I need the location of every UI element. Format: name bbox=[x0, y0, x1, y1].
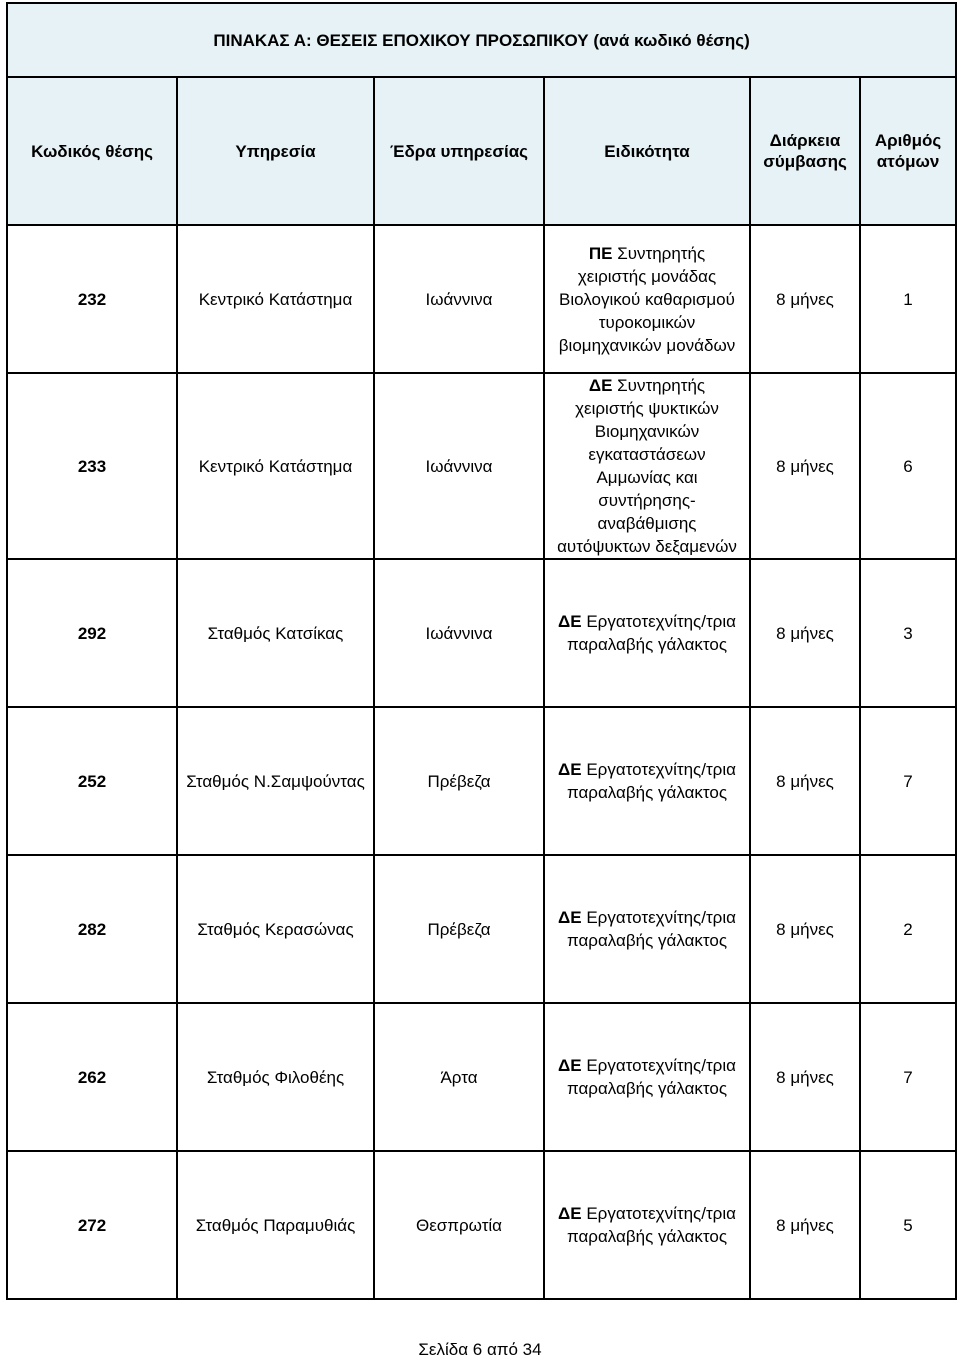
contract-duration: 8 μήνες bbox=[750, 559, 860, 707]
people-count: 1 bbox=[860, 225, 956, 373]
specialty bbox=[544, 707, 750, 855]
specialty-text: Εργατοτεχνίτης/τρια παραλαβής γάλακτος bbox=[566, 908, 736, 950]
grade-label: ΠΕ bbox=[588, 243, 613, 263]
table-row bbox=[7, 1003, 956, 1151]
grade-label: ΔΕ bbox=[558, 612, 582, 631]
people-count: 6 bbox=[860, 373, 956, 559]
people-count: 2 bbox=[860, 855, 956, 1003]
service-name: Σταθμός Φιλοθέης bbox=[177, 1003, 374, 1151]
people-count: 3 bbox=[860, 559, 956, 707]
contract-duration: 8 μήνες bbox=[750, 225, 860, 373]
service-name: Σταθμός Ν.Σαμψούντας bbox=[177, 707, 374, 855]
specialty bbox=[544, 855, 750, 1003]
positions-table bbox=[6, 2, 957, 1300]
specialty-text: Εργατοτεχνίτης/τρια παραλαβής γάλακτος bbox=[566, 1204, 736, 1246]
service-seat: Ιωάννινα bbox=[374, 373, 544, 559]
specialty bbox=[544, 1151, 750, 1299]
position-code: 232 bbox=[7, 225, 177, 373]
table-row bbox=[7, 1151, 956, 1299]
specialty-text: Εργατοτεχνίτης/τρια παραλαβής γάλακτος bbox=[566, 612, 736, 654]
service-name: Κεντρικό Κατάστημα bbox=[177, 373, 374, 559]
service-seat: Άρτα bbox=[374, 1003, 544, 1151]
header-specialty: Ειδικότητα bbox=[544, 77, 750, 225]
table-row bbox=[7, 707, 956, 855]
position-code: 262 bbox=[7, 1003, 177, 1151]
position-code: 292 bbox=[7, 559, 177, 707]
header-service: Υπηρεσία bbox=[177, 77, 374, 225]
specialty-text: Εργατοτεχνίτης/τρια παραλαβής γάλακτος bbox=[566, 1056, 736, 1098]
service-seat: Πρέβεζα bbox=[374, 707, 544, 855]
specialty-text: Συντηρητής χειριστής ψυκτικών Βιομηχανικών εγκαταστάσεων Αμμωνίας και συντήρησης- αναβάθμισης αυτόψυκτων δεξαμενών bbox=[557, 376, 737, 556]
table-row bbox=[7, 855, 956, 1003]
specialty bbox=[544, 1003, 750, 1151]
header-duration: Διάρκεια σύμβασης bbox=[750, 77, 860, 225]
people-count: 7 bbox=[860, 1003, 956, 1151]
grade-label: ΔΕ bbox=[558, 1056, 582, 1075]
header-seat: Έδρα υπηρεσίας bbox=[374, 77, 544, 225]
position-code: 252 bbox=[7, 707, 177, 855]
contract-duration: 8 μήνες bbox=[750, 855, 860, 1003]
specialty bbox=[544, 373, 750, 559]
specialty bbox=[544, 225, 750, 373]
service-seat: Ιωάννινα bbox=[374, 559, 544, 707]
service-name: Σταθμός Κερασώνας bbox=[177, 855, 374, 1003]
grade-label: ΔΕ bbox=[558, 760, 582, 779]
contract-duration: 8 μήνες bbox=[750, 1003, 860, 1151]
table-row bbox=[7, 559, 956, 707]
service-seat: Ιωάννινα bbox=[374, 225, 544, 373]
service-name: Κεντρικό Κατάστημα bbox=[177, 225, 374, 373]
position-code: 272 bbox=[7, 1151, 177, 1299]
service-seat: Θεσπρωτία bbox=[374, 1151, 544, 1299]
table-row bbox=[7, 373, 956, 559]
page-number: Σελίδα 6 από 34 bbox=[418, 1340, 542, 1359]
service-name: Σταθμός Κατσίκας bbox=[177, 559, 374, 707]
service-name: Σταθμός Παραμυθιάς bbox=[177, 1151, 374, 1299]
specialty-text: Συντηρητής χειριστής μονάδας Βιολογικού καθαρισμού τυροκομικών βιομηχανικών μονάδων bbox=[558, 243, 736, 355]
grade-label: ΔΕ bbox=[588, 376, 613, 395]
specialty bbox=[544, 559, 750, 707]
people-count: 5 bbox=[860, 1151, 956, 1299]
table-title: ΠΙΝΑΚΑΣ Α: ΘΕΣΕΙΣ ΕΠΟΧΙΚΟΥ ΠΡΟΣΩΠΙΚΟΥ (ανά κωδικό θέσης) bbox=[7, 3, 956, 77]
table-row bbox=[7, 225, 956, 373]
header-code: Κωδικός θέσης bbox=[7, 77, 177, 225]
people-count: 7 bbox=[860, 707, 956, 855]
position-code: 233 bbox=[7, 373, 177, 559]
grade-label: ΔΕ bbox=[558, 908, 582, 927]
position-code: 282 bbox=[7, 855, 177, 1003]
service-seat: Πρέβεζα bbox=[374, 855, 544, 1003]
contract-duration: 8 μήνες bbox=[750, 1151, 860, 1299]
specialty-text: Εργατοτεχνίτης/τρια παραλαβής γάλακτος bbox=[566, 760, 736, 802]
contract-duration: 8 μήνες bbox=[750, 373, 860, 559]
grade-label: ΔΕ bbox=[558, 1204, 582, 1223]
header-count: Αριθμός ατόμων bbox=[860, 77, 956, 225]
contract-duration: 8 μήνες bbox=[750, 707, 860, 855]
